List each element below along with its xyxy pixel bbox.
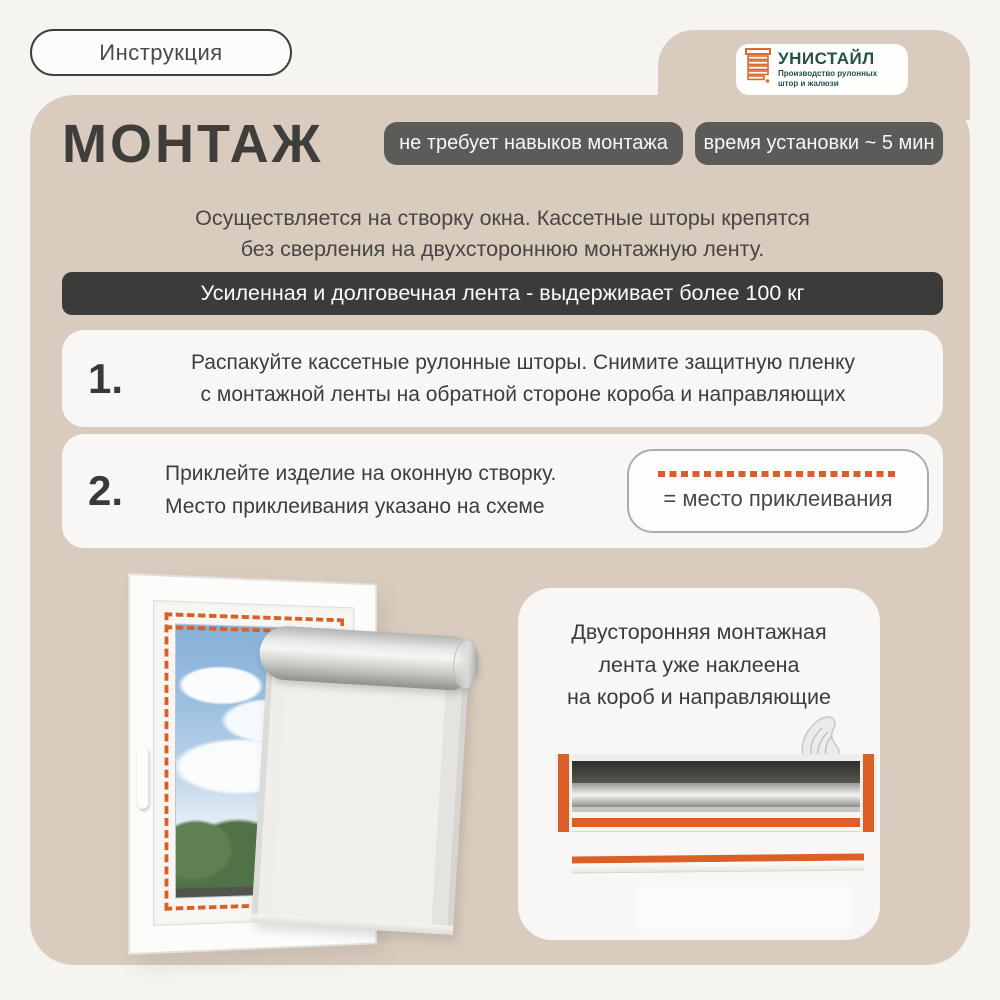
window-handle <box>138 747 149 809</box>
tape-strength-banner <box>62 272 943 315</box>
cassette-end-cap <box>452 638 481 689</box>
step-1-line-2: с монтажной ленты на обратной стороне короба и направляющих <box>200 382 846 406</box>
step-1-line-1: Распакуйте кассетные рулонные шторы. Снимите защитную пленку <box>191 351 856 374</box>
instruction-badge <box>30 29 292 76</box>
instruction-badge-label: Инструкция <box>99 39 223 65</box>
note-line-1: Двусторонняя монтажная <box>571 620 827 644</box>
step-2-card <box>62 434 943 548</box>
cassette-side-tape-left <box>555 754 571 832</box>
badge-no-skills-label: не требует навыков монтажа <box>399 132 668 154</box>
note-line-3: на короб и направляющие <box>567 685 831 710</box>
brand-logo <box>736 44 908 95</box>
note-text <box>518 616 880 714</box>
blinds-icon <box>745 48 771 91</box>
orange-dashed-line <box>658 471 898 477</box>
cassette-back-view <box>555 754 877 832</box>
intro-paragraph <box>62 203 943 265</box>
cassette-side-tape-right <box>861 754 877 832</box>
cassette-channel <box>572 761 860 783</box>
step-2-text <box>165 458 556 523</box>
step-1-number: 1. <box>88 354 124 402</box>
note-card <box>518 588 880 940</box>
glue-legend-box <box>627 449 929 533</box>
brand-text <box>778 50 877 89</box>
guide-rail <box>572 853 864 876</box>
step-1-text <box>123 347 943 410</box>
intro-line-2: без сверления на двухстороннюю монтажную ленту. <box>240 237 765 262</box>
guide-rail-body <box>572 860 864 873</box>
cassette-top-edge <box>572 754 860 761</box>
badge-install-time-label: время установки ~ 5 мин <box>703 132 935 154</box>
second-rail-faint <box>638 886 853 930</box>
brand-tagline-line1: Производство рулонных <box>778 69 878 79</box>
glue-legend-label: = место приклеивания <box>663 485 893 511</box>
step-2-line-2: Место приклеивания указано на схеме <box>165 495 545 518</box>
note-line-2: лента уже наклеена <box>598 652 800 677</box>
tape-strength-banner-label: Усиленная и долговечная лента - выдерживает более 100 кг <box>200 281 805 305</box>
badge-install-time <box>695 122 943 165</box>
cassette-bottom-tape <box>572 818 860 827</box>
cassette-bottom-edge <box>572 827 860 832</box>
brand-name: УНИСТАЙЛ <box>778 49 875 69</box>
page-title: МОНТАЖ <box>62 114 324 174</box>
step-1-card <box>62 330 943 427</box>
cassette-body <box>572 754 860 832</box>
intro-line-1: Осуществляется на створку окна. Кассетные шторы крепятся <box>195 206 810 230</box>
cassette-roller-tube <box>572 783 860 807</box>
badge-no-skills <box>384 122 683 165</box>
window-illustration <box>100 565 500 965</box>
brand-tagline-line2: штор и жалюзи <box>778 79 839 89</box>
step-2-number: 2. <box>88 467 124 514</box>
step-2-line-1: Приклейте изделие на оконную створку. <box>165 462 557 486</box>
roller-blind <box>243 625 479 938</box>
blind-fabric <box>251 671 468 935</box>
